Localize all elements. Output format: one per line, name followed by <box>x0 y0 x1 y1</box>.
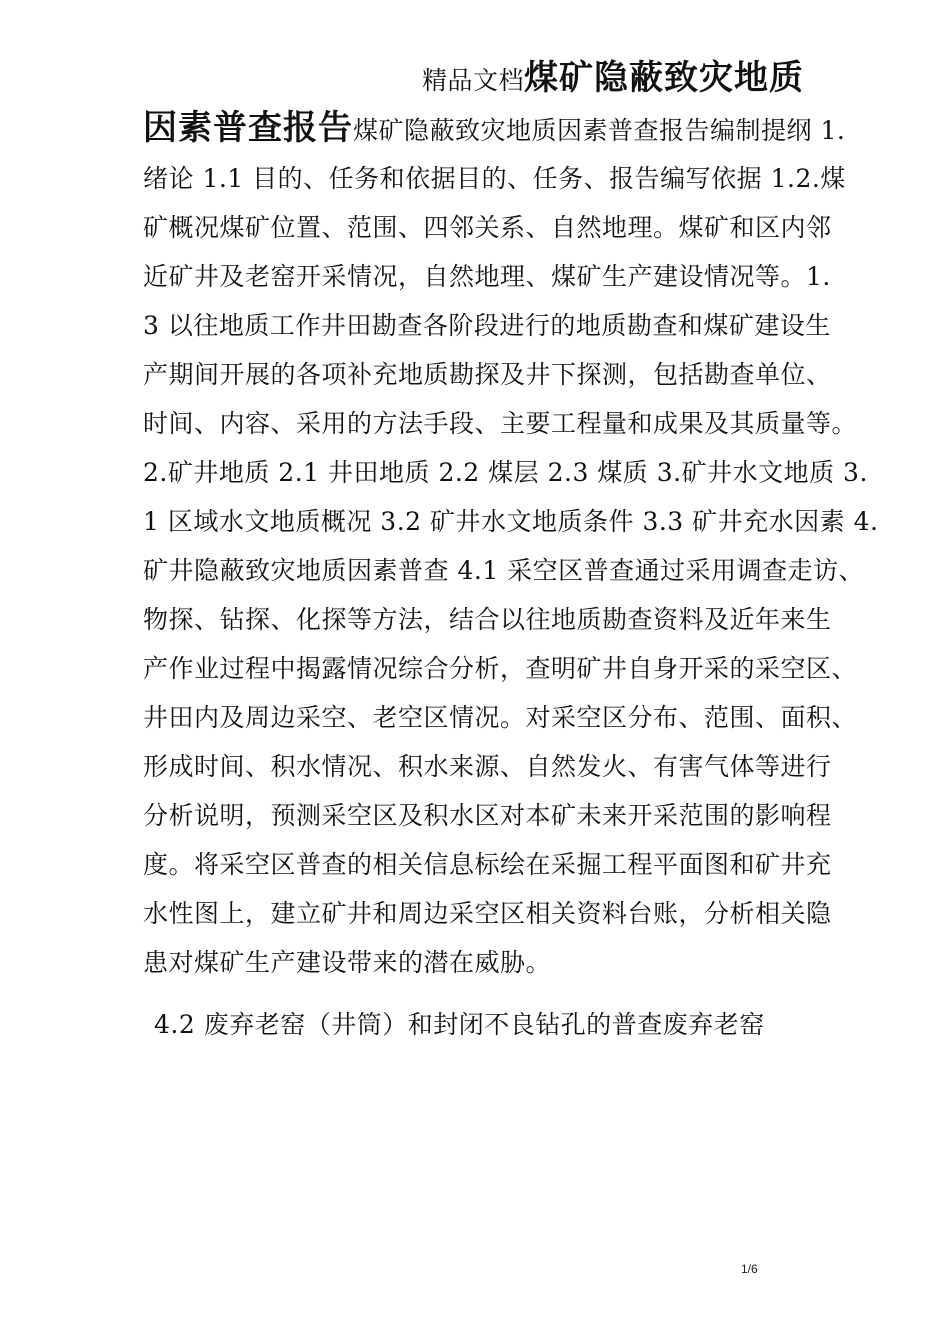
header-line <box>422 58 804 101</box>
body-line: 近矿井及老窑开采情况，自然地理、煤矿生产建设情况等。1. <box>143 262 831 291</box>
page-number: 1/6 <box>741 1262 758 1276</box>
body-line: 2.矿井地质 2.1 井田地质 2.2 煤层 2.3 煤质 3.矿井水文地质 3. <box>143 458 868 487</box>
body-line: 产期间开展的各项补充地质勘探及井下探测，包括勘查单位、 <box>143 360 832 389</box>
document-title-part1: 煤矿隐蔽致灾地质 <box>524 58 805 98</box>
body-line: 水性图上，建立矿井和周边采空区相关资料台账，分析相关隐 <box>143 899 832 928</box>
header-label: 精品文档 <box>422 66 525 95</box>
body-line: 3 以往地质工作井田勘查各阶段进行的地质勘查和煤矿建设生 <box>143 311 831 340</box>
body-line: 产作业过程中揭露情况综合分析，查明矿井自身开采的采空区、 <box>143 654 858 683</box>
body-text: 煤矿隐蔽致灾地质因素普查报告编制提纲 1. <box>353 116 846 145</box>
body-line: 矿井隐蔽致灾地质因素普查 4.1 采空区普查通过采用调查走访、 <box>143 556 865 585</box>
body-line: 时间、内容、采用的方法手段、主要工程量和成果及其质量等。 <box>143 409 858 438</box>
body-line-title <box>143 108 845 151</box>
paragraph-line: 4.2 废弃老窑（井筒）和封闭不良钻孔的普查废弃老窑 <box>154 1010 765 1039</box>
body-line: 绪论 1.1 目的、任务和依据目的、任务、报告编写依据 1.2.煤 <box>143 164 846 193</box>
body-line: 物探、钻探、化探等方法，结合以往地质勘查资料及近年来生 <box>143 605 832 634</box>
body-line: 患对煤矿生产建设带来的潜在威胁。 <box>143 948 552 977</box>
body-line: 形成时间、积水情况、积水来源、自然发火、有害气体等进行 <box>143 752 832 781</box>
document-title-part2: 因素普查报告 <box>143 108 353 148</box>
body-line: 矿概况煤矿位置、范围、四邻关系、自然地理。煤矿和区内邻 <box>143 213 832 242</box>
body-line: 1 区域水文地质概况 3.2 矿井水文地质条件 3.3 矿井充水因素 4. <box>143 507 879 536</box>
body-line: 井田内及周边采空、老空区情况。对采空区分布、范围、面积、 <box>143 703 858 732</box>
body-line: 分析说明，预测采空区及积水区对本矿未来开采范围的影响程 <box>143 801 832 830</box>
body-line: 度。将采空区普查的相关信息标绘在采掘工程平面图和矿井充 <box>143 850 832 879</box>
